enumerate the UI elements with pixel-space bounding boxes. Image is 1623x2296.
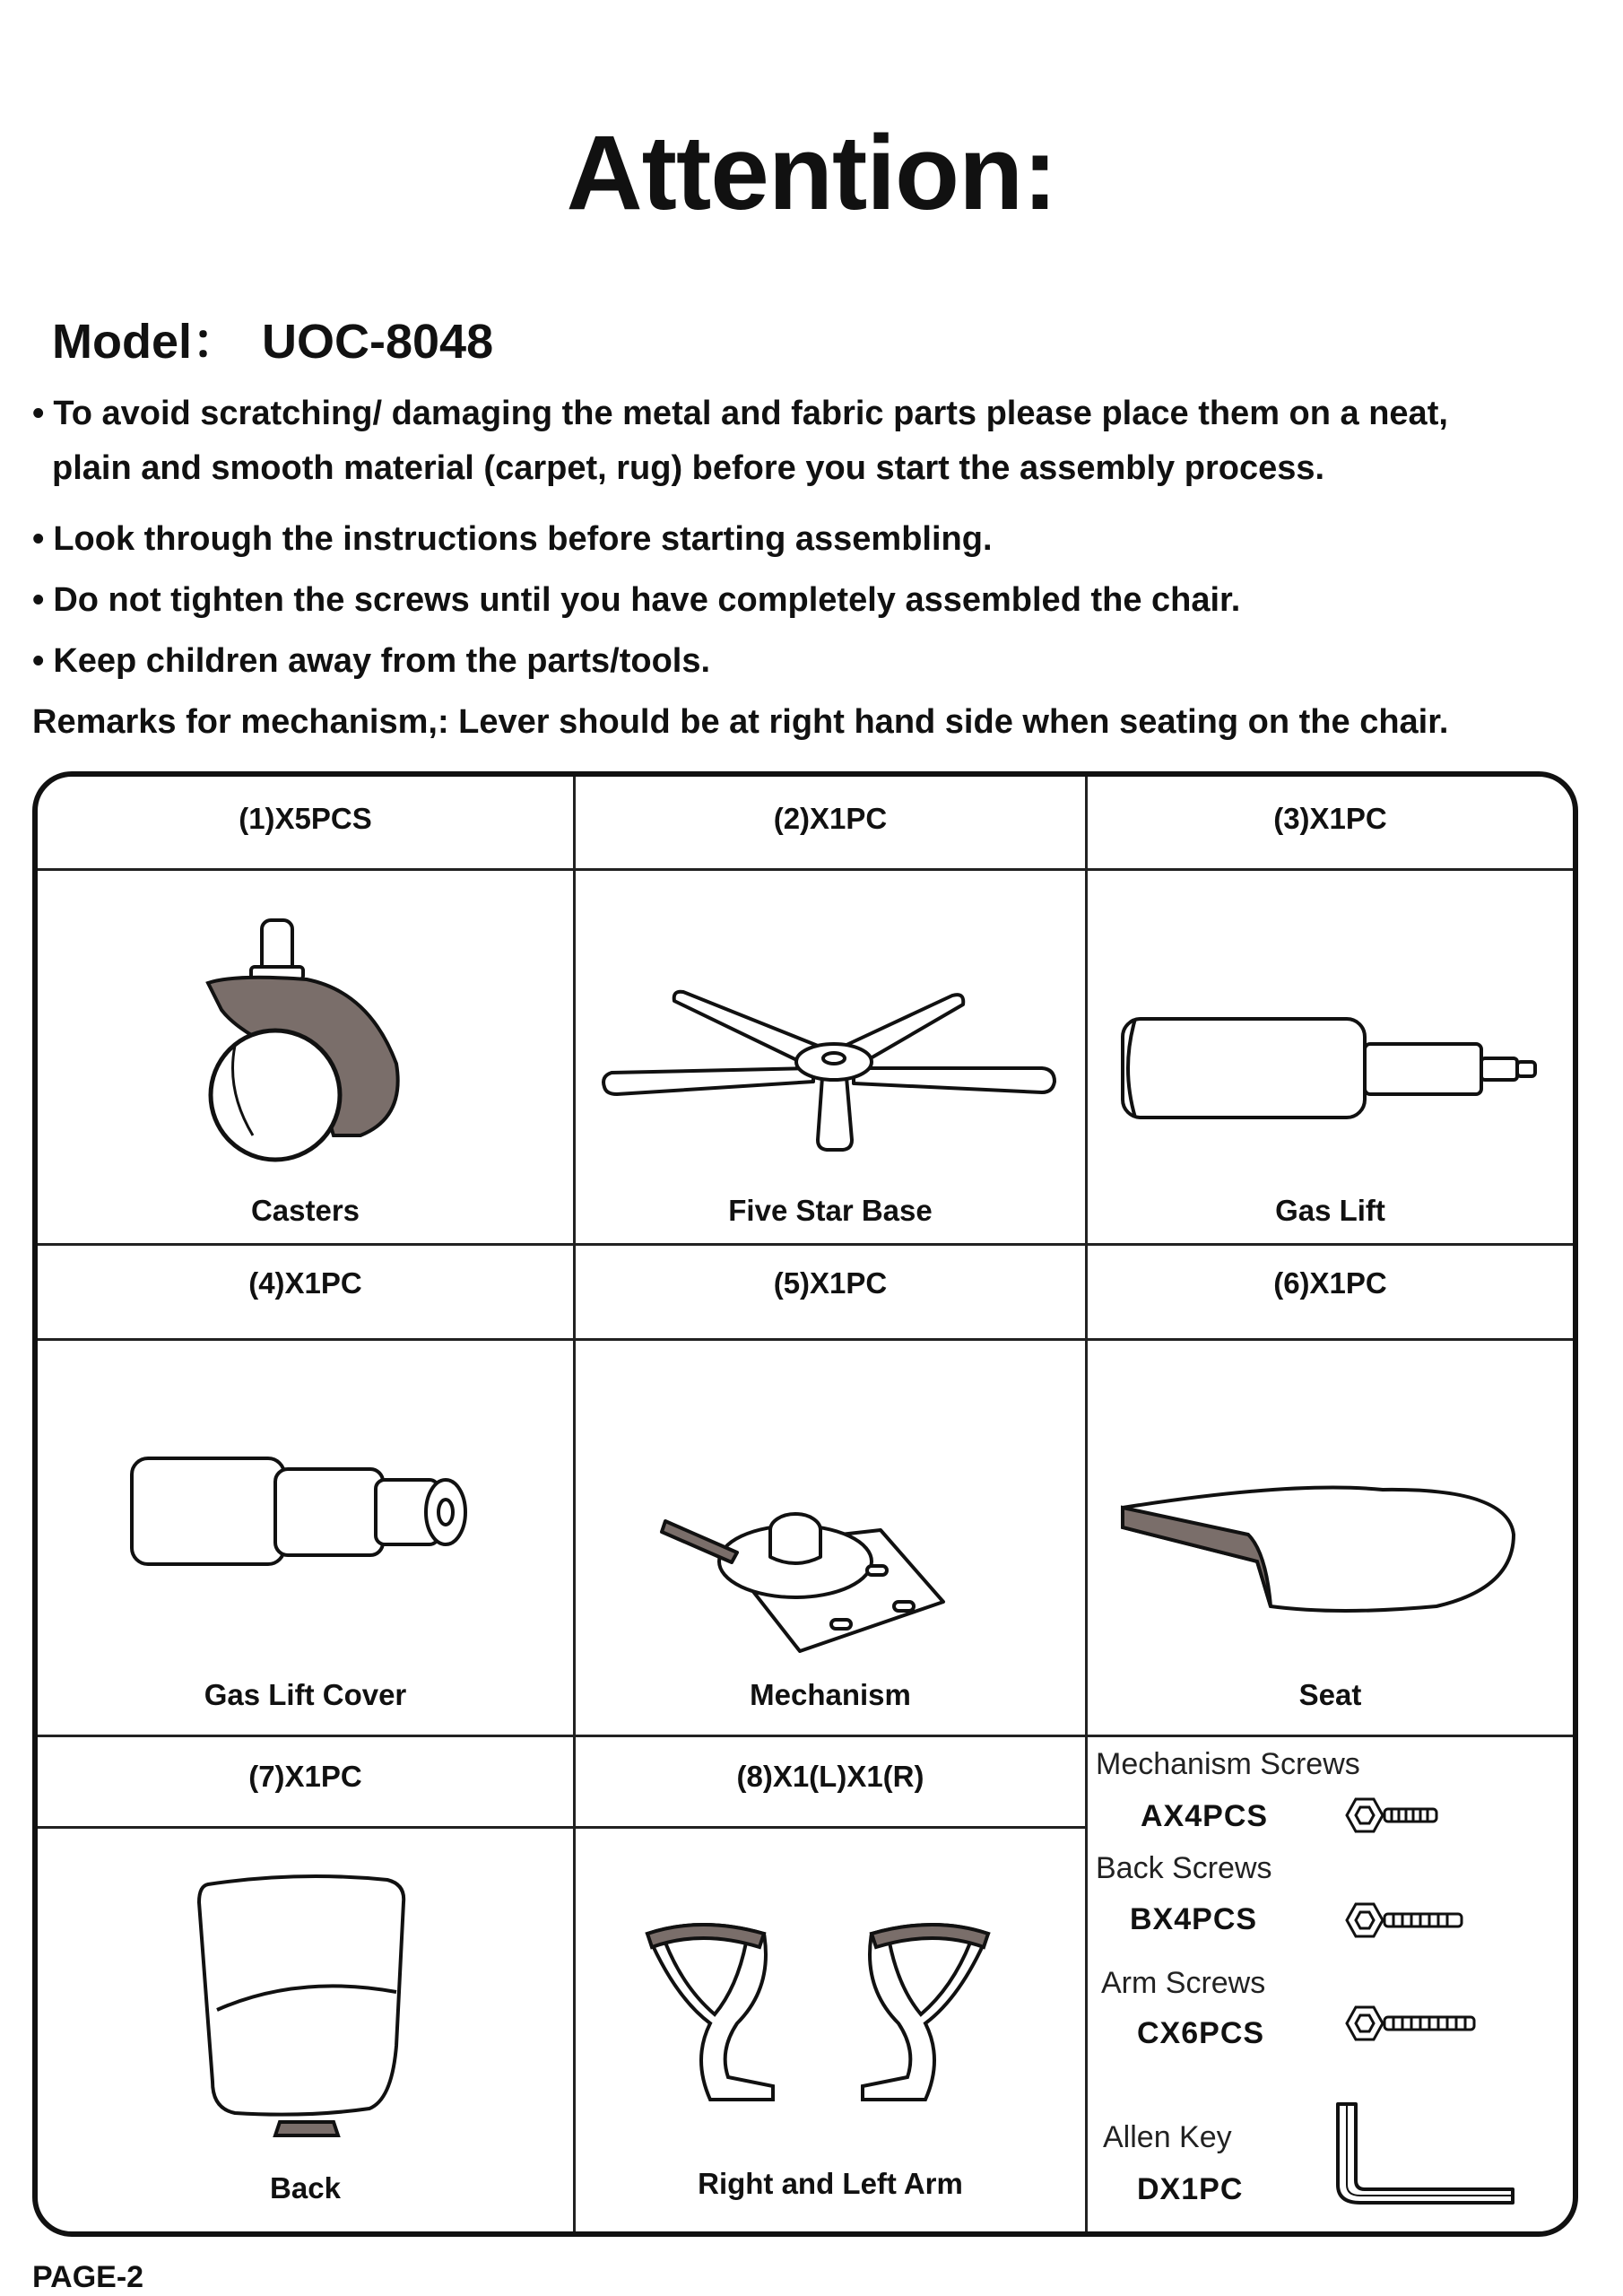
note-item xyxy=(32,642,710,681)
caster-icon xyxy=(181,911,450,1171)
table-divider xyxy=(38,1735,1573,1737)
hardware-qty-d: DX1PC xyxy=(1137,2172,1244,2206)
table-divider xyxy=(38,1338,1573,1341)
arm-icon xyxy=(629,1916,1033,2113)
part-qty-7: (7)X1PC xyxy=(248,1760,362,1793)
bullet: • xyxy=(32,520,45,558)
table-divider xyxy=(38,1243,1573,1246)
note-item xyxy=(32,520,993,559)
seat-icon xyxy=(1114,1472,1526,1624)
table-divider xyxy=(38,1826,1085,1829)
note-text: To avoid scratching/ damaging the metal and fabric parts please place them on a neat, xyxy=(53,395,1448,432)
note-continuation: plain and smooth material (carpet, rug) before you start the assembly process. xyxy=(52,449,1325,487)
note-item xyxy=(32,395,1448,488)
hardware-qty-a: AX4PCS xyxy=(1141,1799,1269,1833)
hardware-label-d: Allen Key xyxy=(1103,2120,1232,2154)
part-qty-1: (1)X5PCS xyxy=(239,802,372,835)
five-star-base-icon xyxy=(594,983,1069,1162)
page-title: Attention: xyxy=(566,114,1057,232)
hardware-label-b: Back Screws xyxy=(1096,1851,1272,1885)
part-name-1: Casters xyxy=(250,1194,360,1227)
part-qty-8: (8)X1(L)X1(R) xyxy=(736,1760,924,1793)
note-item xyxy=(32,581,1240,620)
part-name-4: Gas Lift Cover xyxy=(204,1678,407,1711)
part-qty-3: (3)X1PC xyxy=(1273,802,1387,835)
hardware-label-a: Mechanism Screws xyxy=(1096,1747,1360,1781)
note-text: Remarks for mechanism,: Lever should be at right hand side when seating on the chair. xyxy=(32,703,1449,741)
model-line xyxy=(52,303,493,372)
table-divider xyxy=(38,868,1573,871)
parts-table xyxy=(32,771,1578,2237)
gas-lift-icon xyxy=(1114,1001,1544,1144)
mechanism-icon xyxy=(656,1476,952,1656)
remarks-note xyxy=(32,703,1449,742)
part-qty-2: (2)X1PC xyxy=(773,802,888,835)
table-divider xyxy=(1085,777,1088,2231)
table-divider xyxy=(573,777,576,2231)
part-name-8: Right and Left Arm xyxy=(698,2167,963,2200)
bullet: • xyxy=(32,642,45,680)
bullet: • xyxy=(32,581,45,619)
page-number: PAGE-2 xyxy=(32,2260,144,2294)
note-text: Keep children away from the parts/tools. xyxy=(53,642,711,680)
part-name-6: Seat xyxy=(1298,1678,1362,1711)
part-name-3: Gas Lift xyxy=(1275,1194,1385,1227)
bullet: • xyxy=(32,395,45,432)
part-name-5: Mechanism xyxy=(750,1678,911,1711)
hardware-qty-c: CX6PCS xyxy=(1137,2016,1265,2050)
long-screw-icon xyxy=(1329,1987,1486,2059)
hardware-qty-b: BX4PCS xyxy=(1130,1902,1258,1936)
gas-lift-cover-icon xyxy=(123,1449,508,1584)
model-label: Model： xyxy=(52,315,240,369)
part-name-7: Back xyxy=(270,2171,341,2205)
note-text: Do not tighten the screws until you have completely assembled the chair. xyxy=(53,581,1241,619)
model-number: UOC-8048 xyxy=(262,315,494,369)
medium-screw-icon xyxy=(1329,1884,1472,1956)
back-icon xyxy=(190,1866,423,2153)
part-qty-4: (4)X1PC xyxy=(248,1266,362,1300)
hardware-label-c: Arm Screws xyxy=(1101,1966,1266,2000)
short-screw-icon xyxy=(1329,1779,1445,1851)
note-text: Look through the instructions before starting assembling. xyxy=(53,520,993,558)
part-qty-5: (5)X1PC xyxy=(773,1266,888,1300)
part-qty-6: (6)X1PC xyxy=(1273,1266,1387,1300)
allen-key-icon xyxy=(1329,2095,1526,2212)
part-name-2: Five Star Base xyxy=(728,1194,933,1227)
